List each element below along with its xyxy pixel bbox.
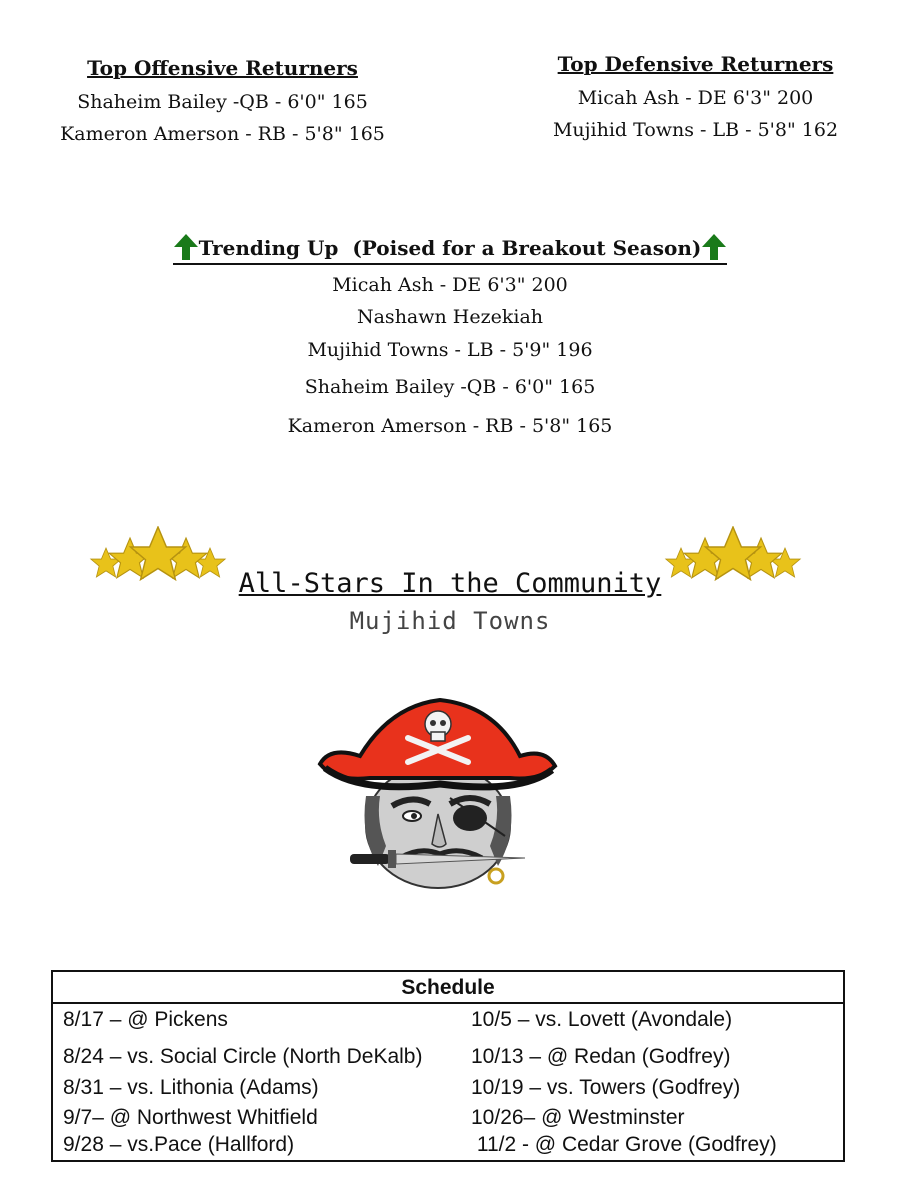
schedule-game: 10/19 – vs. Towers (Godfrey): [471, 1076, 741, 1099]
community-title: All-Stars In the Community: [238, 568, 662, 599]
schedule-column-left: [63, 1005, 463, 1160]
schedule-column-right: [471, 1005, 841, 1160]
trending-up-section: [170, 233, 730, 444]
schedule-game: 10/13 – @ Redan (Godfrey): [471, 1045, 731, 1068]
trending-player: Kameron Amerson - RB - 5'8" 165: [287, 415, 613, 437]
schedule-game: 10/5 – vs. Lovett (Avondale): [471, 1008, 733, 1031]
offensive-returners-heading: Top Offensive Returners: [87, 56, 358, 80]
defensive-player: Mujihid Towns - LB - 5'8" 162: [552, 119, 839, 141]
schedule-game: 8/17 – @ Pickens: [63, 1008, 228, 1031]
trending-player: Shaheim Bailey -QB - 6'0" 165: [304, 376, 596, 398]
schedule-game: 10/26– @ Westminster: [471, 1106, 685, 1129]
defensive-player: Micah Ash - DE 6'3" 200: [577, 87, 814, 109]
offensive-returners: [55, 56, 390, 150]
offensive-player: Kameron Amerson - RB - 5'8" 165: [60, 123, 385, 145]
trending-player: Nashawn Hezekiah: [356, 306, 544, 328]
schedule-game: 9/28 – vs.Pace (Hallford): [63, 1133, 295, 1156]
schedule-game: 9/7– @ Northwest Whitfield: [63, 1106, 318, 1129]
schedule-table: [51, 970, 845, 1162]
trending-player: Mujihid Towns - LB - 5'9" 196: [307, 339, 593, 361]
trending-heading-text: Trending Up (Poised for a Breakout Season): [198, 236, 702, 260]
pirate-mascot-icon: [300, 686, 575, 908]
community-name: Mujihid Towns: [349, 607, 551, 635]
defensive-returners: [548, 52, 843, 146]
trending-player: Micah Ash - DE 6'3" 200: [332, 274, 568, 296]
offensive-player: Shaheim Bailey -QB - 6'0" 165: [77, 91, 368, 113]
green-up-arrow-icon: [701, 233, 727, 261]
trending-heading: [173, 233, 728, 265]
defensive-returners-heading: Top Defensive Returners: [557, 52, 834, 76]
green-up-arrow-icon: [173, 233, 199, 261]
schedule-game: 11/2 - @ Cedar Grove (Godfrey): [471, 1133, 777, 1156]
schedule-title: Schedule: [53, 972, 843, 1004]
schedule-game: 8/24 – vs. Social Circle (North DeKalb): [63, 1045, 423, 1068]
schedule-game: 8/31 – vs. Lithonia (Adams): [63, 1076, 319, 1099]
